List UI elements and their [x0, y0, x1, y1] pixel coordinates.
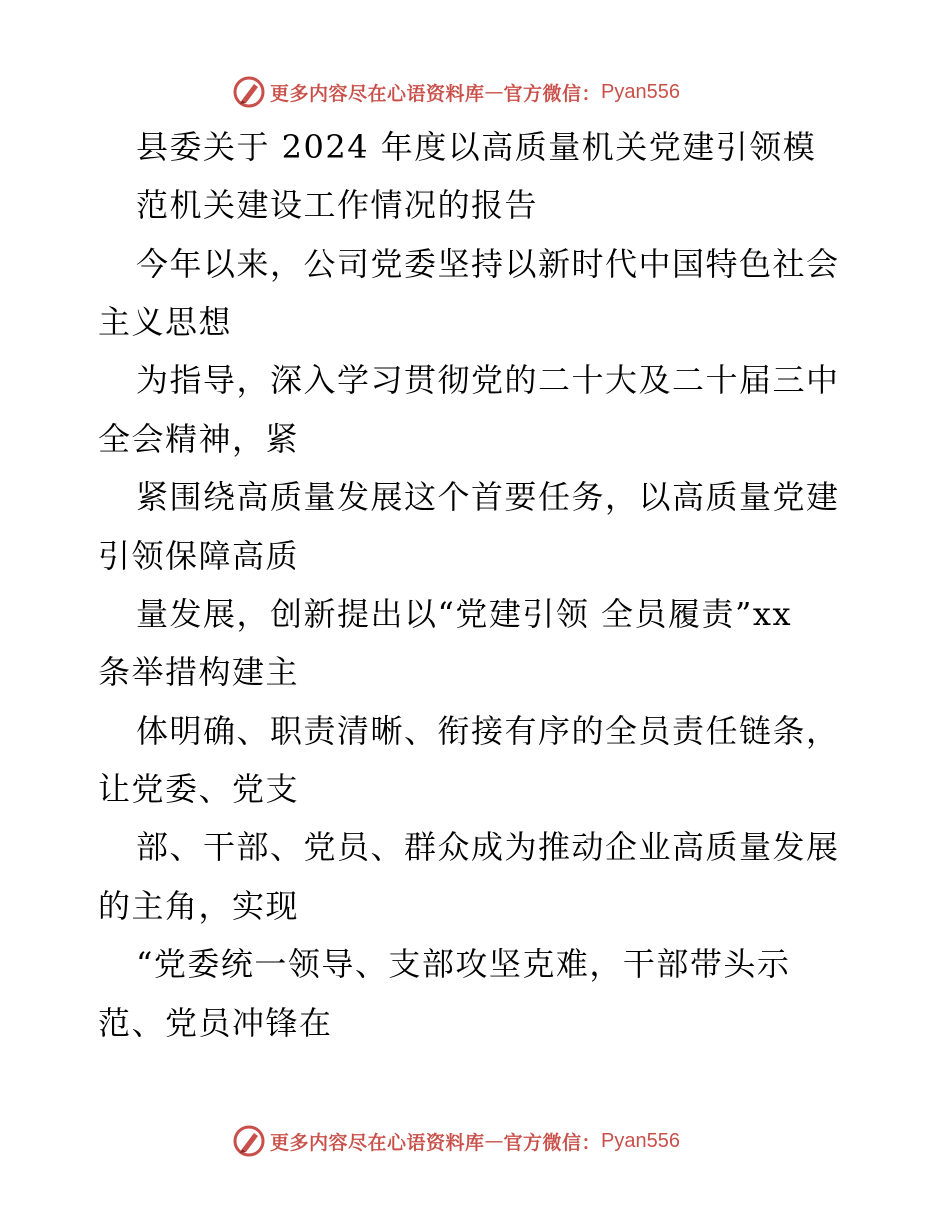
- body-line: 今年以来，公司党委坚持以新时代中国特色社会: [136, 245, 840, 283]
- body-line: 范、党员冲锋在: [98, 1004, 333, 1042]
- watermark-contact-label: 官方微信：: [503, 1131, 602, 1154]
- header-watermark: [232, 72, 680, 112]
- body-line: 部、干部、党员、群众成为推动企业高质量发展: [136, 828, 840, 866]
- pen-logo-icon: [232, 75, 266, 109]
- body-line: 量发展，创新提出以“党建引领 全员履责”xx: [136, 595, 792, 633]
- body-line: 的主角，实现: [98, 887, 300, 925]
- watermark-contact-label: 官方微信：: [503, 82, 602, 105]
- watermark-separator: —: [484, 1130, 504, 1152]
- footer-watermark: [232, 1121, 680, 1161]
- watermark-brand: 更多内容尽在心语资料库: [270, 1131, 485, 1154]
- body-line: “党委统一领导、支部攻坚克难，干部带头示: [136, 945, 791, 983]
- document-title-line-1: 县委关于 2024 年度以高质量机关党建引领模: [136, 128, 817, 166]
- body-line: 体明确、职责清晰、衔接有序的全员责任链条，: [136, 712, 840, 750]
- body-line: 引领保障高质: [98, 537, 300, 575]
- watermark-separator: —: [484, 81, 504, 103]
- body-line: 全会精神，紧: [98, 420, 300, 458]
- body-line: 让党委、党支: [98, 770, 300, 808]
- body-line: 紧围绕高质量发展这个首要任务，以高质量党建: [136, 478, 840, 516]
- body-line: 条举措构建主: [98, 653, 300, 691]
- watermark-brand: 更多内容尽在心语资料库: [270, 82, 485, 105]
- document-title-line-2: 范机关建设工作情况的报告: [136, 186, 539, 224]
- watermark-contact-id: Pyan556: [601, 1129, 680, 1152]
- pen-logo-icon: [232, 1124, 266, 1158]
- watermark-contact-id: Pyan556: [601, 80, 680, 103]
- body-line: 为指导，深入学习贯彻党的二十大及二十届三中: [136, 361, 840, 399]
- body-line: 主义思想: [98, 303, 233, 341]
